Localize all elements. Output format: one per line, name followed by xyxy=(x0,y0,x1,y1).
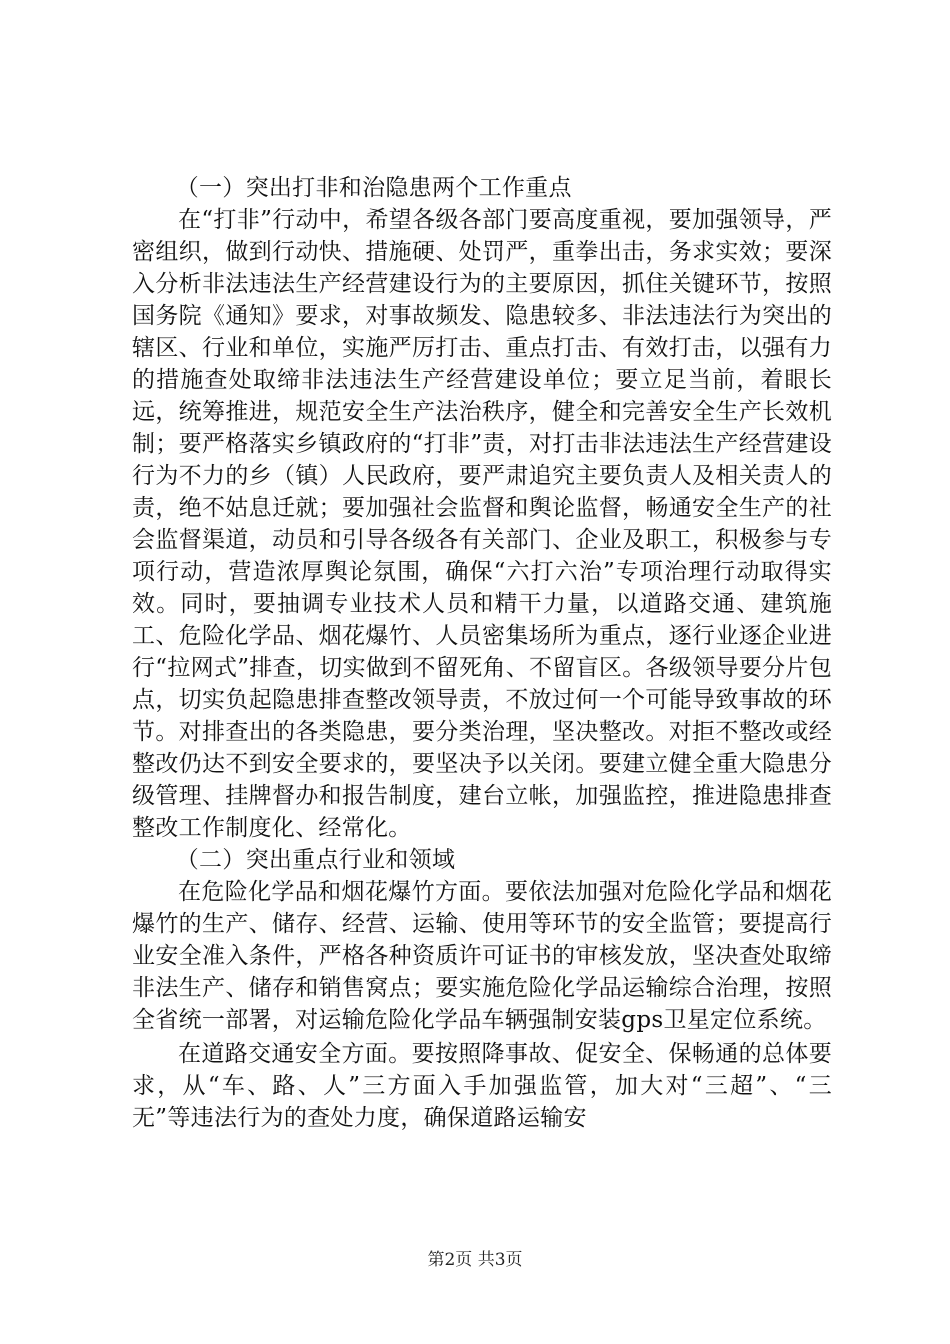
page-number-footer: 第2页 共3页 xyxy=(427,1250,523,1270)
section-heading-2: （二）突出重点行业和领域 xyxy=(175,847,456,873)
section-heading-1: （一）突出打非和治隐患两个工作重点 xyxy=(175,175,572,201)
body-paragraph-1: 在“打非”行动中，希望各级各部门要高度重视，要加强领导，严密组织，做到行动快、措施硬、处罚严，重拳出击，务求实效；要深入分析非法违法生产经营建设行为的主要原因，抓住关键环节，按照国务院《通知》要求，对事故频发、隐患较多、非法违法行为突出的辖区、行业和单位，实施严厉打击、重点打击、有效打击，以强有力的措施查处取缔非法违法生产经营建设单位；要立足当前，着眼长远，统筹推进，规范安全生产法治秩序，健全和完善安全生产长效机制；要严格落实乡镇政府的“打非”责，对打击非法违法生产经营建设行为不力的乡（镇）人民政府，要严肃追究主要负责人及相关责人的责，绝不姑息迁就；要加强社会监督和舆论监督，畅通安全生产的社会监督渠道，动员和引导各级各有关部门、企业及职工，积极参与专项行动，营造浓厚舆论氛围，确保“六打六治”专项治理行动取得实效。同时，要抽调专业技术人员和精干力量，以道路交通、建筑施工、危险化学品、烟花爆竹、人员密集场所为重点，逐行业逐企业进行“拉网式”排查，切实做到不留死角、不留盲区。各级领导要分片包点，切实负起隐患排查整改领导责，不放过何一个可能导致事故的环节。对排查出的各类隐患，要分类治理，坚决整改。对拒不整改或经整改仍达不到安全要求的，要坚决予以关闭。要建立健全重大隐患分级管理、挂牌督办和报告制度，建台立帐，加强监控，推进隐患排查整改工作制度化、经常化。 xyxy=(132,207,832,841)
body-paragraph-3: 在道路交通安全方面。要按照降事故、促安全、保畅通的总体要求，从“车、路、人”三方面入手加强监管，加大对“三超”、“三无”等违法行为的查处力度，确保道路运输安 xyxy=(132,1041,832,1131)
body-paragraph-2: 在危险化学品和烟花爆竹方面。要依法加强对危险化学品和烟花爆竹的生产、储存、经营、运输、使用等环节的安全监管；要提高行业安全准入条件，严格各种资质许可证书的审核发放，坚决查处取缔非法生产、储存和销售窝点；要实施危险化学品运输综合治理，按照全省统一部署，对运输危险化学品车辆强制安装gps卫星定位系统。 xyxy=(132,879,832,1033)
document-body xyxy=(132,172,832,1134)
